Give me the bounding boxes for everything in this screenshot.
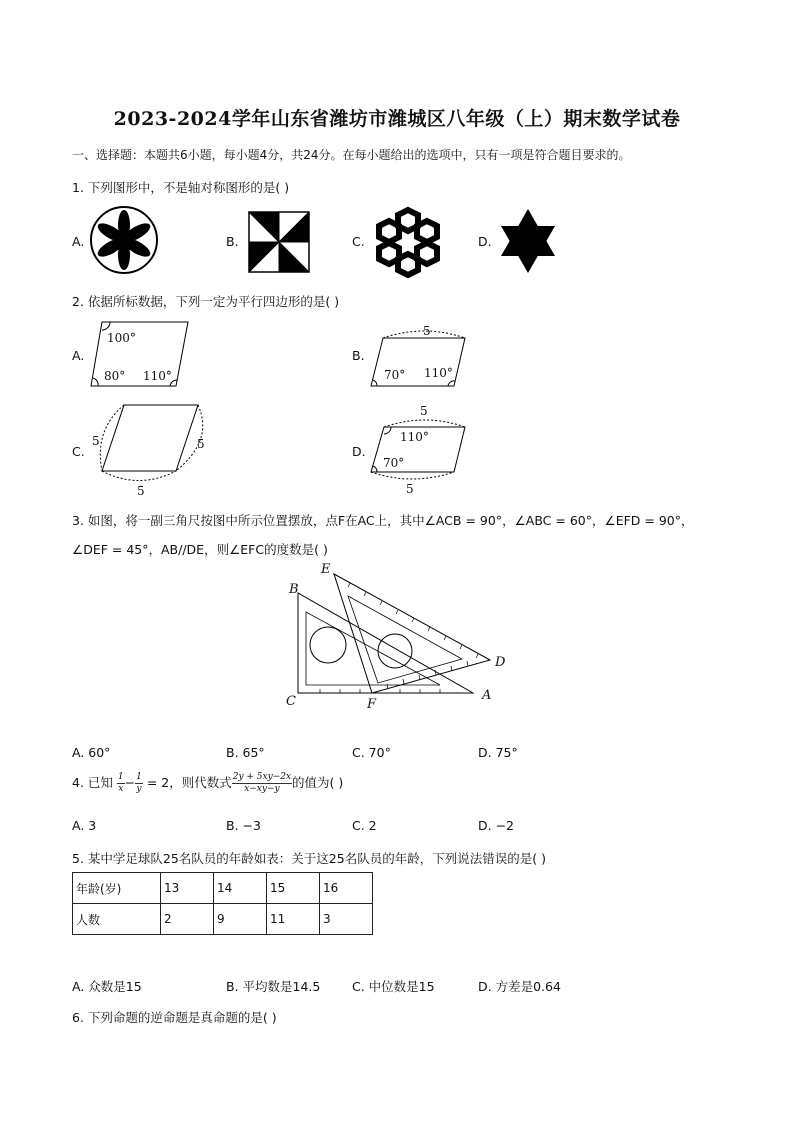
q1-option-a[interactable]: A.	[72, 234, 85, 249]
q3-label-a: A	[482, 688, 492, 703]
q2c-side-left: 5	[92, 434, 100, 448]
table-cell: 9	[214, 904, 267, 935]
q5-stem: 5. 某中学足球队25名队员的年龄如表：关于这25名队员的年龄，下列说法错误的是( )	[72, 851, 546, 866]
q3-label-b: B	[289, 582, 299, 597]
q5-option-a[interactable]: A. 众数是15	[72, 979, 142, 994]
q2b-side-top: 5	[423, 324, 431, 338]
q1-option-c[interactable]: C.	[352, 234, 365, 249]
table-cell: 14	[214, 873, 267, 904]
q2-option-b[interactable]: B.	[352, 348, 365, 363]
table-cell: 2	[161, 904, 214, 935]
q4-fraction-1-over-x: $\frac{1}{x}$	[117, 772, 124, 794]
q2a-angle-bottom-left: 80°	[104, 369, 126, 383]
q5-option-c[interactable]: C. 中位数是15	[352, 979, 435, 994]
q4-option-c[interactable]: C. 2	[352, 818, 377, 833]
q4-fraction-1-over-y: $\frac{1}{y}$	[136, 772, 142, 794]
q2-option-c[interactable]: C.	[72, 444, 85, 459]
table-cell: 15	[267, 873, 320, 904]
q3-label-c: C	[286, 694, 296, 709]
q1-stem: 1. 下列图形中，不是轴对称图形的是( )	[72, 180, 290, 195]
q2-option-d[interactable]: D.	[352, 444, 366, 459]
q2-option-a[interactable]: A.	[72, 348, 85, 363]
q2c-side-right: 5	[197, 437, 205, 451]
q2b-angle-right: 110°	[424, 366, 453, 380]
q5-age-table	[72, 872, 373, 935]
q2-stem: 2. 依据所标数据，下列一定为平行四边形的是( )	[72, 294, 340, 309]
q3-stem-line1: 3. 如图，将一副三角尺按图中所示位置摆放，点F在AC上，其中∠ACB = 90°，∠ABC = 60°，∠EFD = 90°，	[72, 513, 694, 528]
q3-label-e: E	[321, 562, 331, 577]
q4-prefix: 4. 已知	[72, 775, 113, 790]
flower-circle-icon	[89, 205, 159, 275]
hexagon-ring-icon	[368, 204, 448, 276]
q2a-angle-top: 100°	[107, 331, 136, 345]
table-row	[73, 904, 373, 935]
q3-option-b[interactable]: B. 65°	[226, 745, 265, 760]
pinwheel-square-icon	[248, 211, 310, 273]
q3-option-d[interactable]: D. 75°	[478, 745, 518, 760]
q6-stem: 6. 下列命题的逆命题是真命题的是( )	[72, 1010, 277, 1025]
q2b-angle-left: 70°	[384, 368, 406, 382]
q2a-angle-bottom-right: 110°	[143, 369, 172, 383]
q2d-angle-top: 110°	[400, 430, 429, 444]
q4-option-b[interactable]: B. −3	[226, 818, 261, 833]
q2c-side-bottom: 5	[137, 484, 145, 498]
section-instructions: 一、选择题：本题共6小题，每小题4分，共24分。在每小题给出的选项中，只有一项是符合题目要求的。	[72, 148, 631, 162]
q3-stem-line2: ∠DEF = 45°，AB//DE，则∠EFC的度数是( )	[72, 542, 328, 557]
table-cell: 人数	[73, 904, 161, 935]
q3-option-c[interactable]: C. 70°	[352, 745, 391, 760]
table-row	[73, 873, 373, 904]
q4-condition: = 2，则代数式	[146, 775, 232, 790]
q4-expression-fraction: $\frac{2y + 5xy-2x}{x-xy-y}$	[232, 772, 292, 794]
q2d-side-top: 5	[420, 404, 428, 418]
q4-option-d[interactable]: D. −2	[478, 818, 514, 833]
table-cell: 11	[267, 904, 320, 935]
page-title: 2023-2024学年山东省潍坊市潍城区八年级（上）期末数学试卷	[113, 108, 681, 130]
q4-option-a[interactable]: A. 3	[72, 818, 97, 833]
q3-option-a[interactable]: A. 60°	[72, 745, 111, 760]
six-point-star-icon	[498, 208, 558, 274]
q3-label-f: F	[367, 697, 377, 712]
q4-suffix: 的值为( )	[292, 775, 344, 790]
q5-option-d[interactable]: D. 方差是0.64	[478, 979, 561, 994]
q1-option-d[interactable]: D.	[478, 234, 492, 249]
table-cell: 年龄(岁)	[73, 873, 161, 904]
table-cell: 13	[161, 873, 214, 904]
q1-option-b[interactable]: B.	[226, 234, 239, 249]
q4-stem: 4. 已知 $\frac{1}{x}$ − $\frac{1}{y}$ = 2，则代数式 $\frac{2y + 5xy-2x}{x-xy-y}$ 的值为( )	[72, 772, 344, 794]
q3-label-d: D	[495, 655, 506, 670]
q2d-angle-bottom: 70°	[383, 456, 405, 470]
table-cell: 16	[320, 873, 373, 904]
q2d-parallelogram	[370, 412, 470, 482]
q5-option-b[interactable]: B. 平均数是14.5	[226, 979, 321, 994]
q2d-side-bottom: 5	[406, 482, 414, 496]
table-cell: 3	[320, 904, 373, 935]
